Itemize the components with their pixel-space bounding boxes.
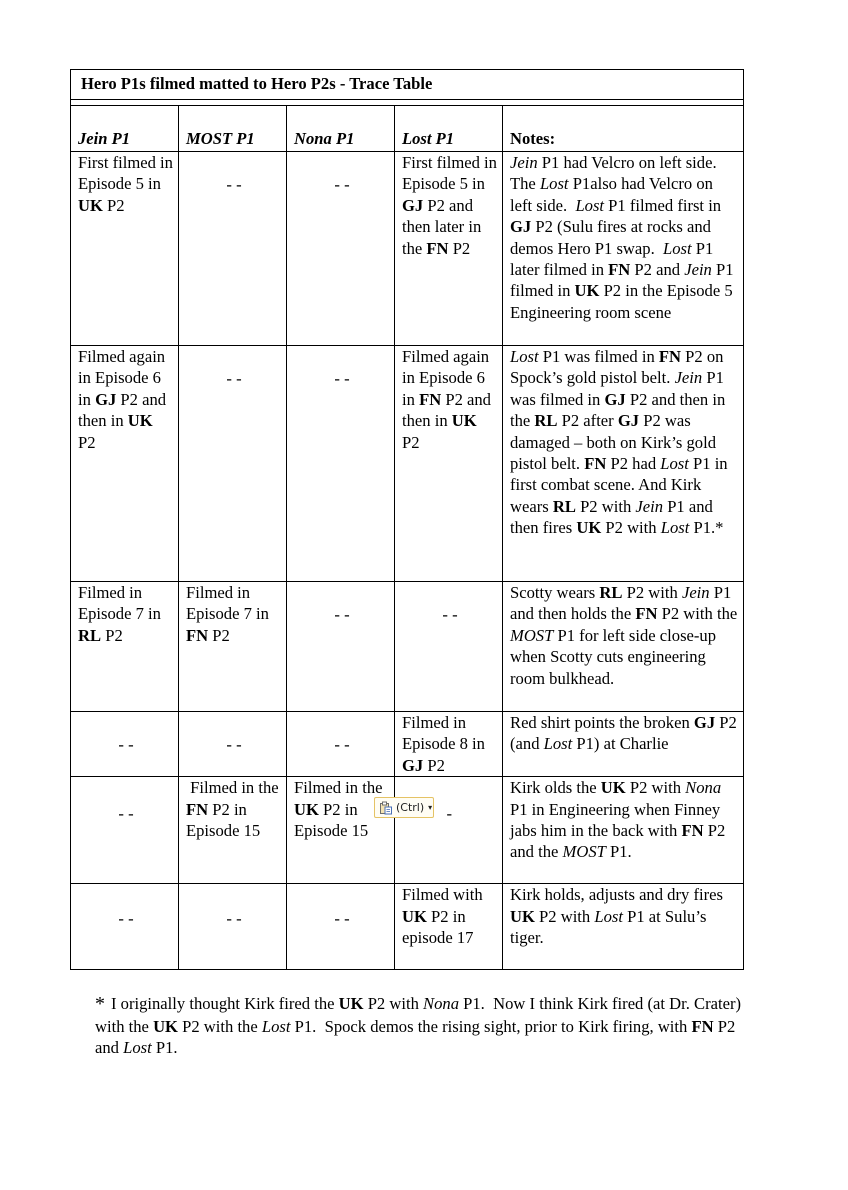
col-header-nona: Nona P1: [287, 106, 395, 152]
document-page: [70, 69, 743, 970]
cell-lost: -: [395, 777, 503, 884]
cell-jein: - -: [71, 712, 179, 777]
cell-jein: Filmed again in Episode 6 in GJ P2 and then in UK P2: [71, 346, 179, 582]
footnote-text: I originally thought Kirk fired the UK P2 with Nona P1. Now I think Kirk fired (at Dr. Crater) with the UK P2 with the Lost P1. Spock demos the rising sight, prior to Kirk firing, with FN P2 and Lost P1.: [95, 994, 742, 1058]
cell-lost: Filmed again in Episode 6 in FN P2 and then in UK P2: [395, 346, 503, 582]
cell-nona: - -: [287, 712, 395, 777]
cell-nona: - -: [287, 884, 395, 970]
cell-notes: Kirk holds, adjusts and dry fires UK P2 with Lost P1 at Sulu’s tiger.: [503, 884, 744, 970]
table-title: Hero P1s filmed matted to Hero P2s - Trace Table: [71, 70, 744, 100]
caret-down-icon: ▾: [428, 803, 433, 812]
paste-options-button[interactable]: [374, 797, 434, 818]
col-header-notes: Notes:: [503, 106, 744, 152]
cell-lost: Filmed with UK P2 in episode 17: [395, 884, 503, 970]
cell-most: Filmed in the FN P2 in Episode 15: [179, 777, 287, 884]
cell-lost: - -: [395, 582, 503, 712]
clipboard-paste-icon: [379, 801, 393, 815]
col-header-jein: Jein P1: [71, 106, 179, 152]
cell-notes: Jein P1 had Velcro on left side. The Lost P1also had Velcro on left side. Lost P1 filmed first in GJ P2 (Sulu fires at rocks and demos Hero P1 swap. Lost P1 later filmed in FN P2 and Jein P1 filmed in UK P2 in the Episode 5 Engineering room scene: [503, 152, 744, 346]
cell-notes: Kirk olds the UK P2 with Nona P1 in Engineering when Finney jabs him in the back with FN P2 and the MOST P1.: [503, 777, 744, 884]
cell-nona: - -: [287, 346, 395, 582]
table-row: [71, 712, 744, 777]
cell-nona: - -: [287, 152, 395, 346]
cell-most: - -: [179, 152, 287, 346]
cell-most: - -: [179, 884, 287, 970]
header-row: [71, 106, 744, 152]
cell-nona: - -: [287, 582, 395, 712]
cell-nona: Filmed in the UK P2 in Episode 15: [287, 777, 395, 884]
cell-notes: Red shirt points the broken GJ P2 (and Lost P1) at Charlie: [503, 712, 744, 777]
cell-most: - -: [179, 712, 287, 777]
cell-lost: First filmed in Episode 5 in GJ P2 and then later in the FN P2: [395, 152, 503, 346]
col-header-lost: Lost P1: [395, 106, 503, 152]
cell-jein: First filmed in Episode 5 in UK P2: [71, 152, 179, 346]
cell-jein: Filmed in Episode 7 in RL P2: [71, 582, 179, 712]
cell-lost: Filmed in Episode 8 in GJ P2: [395, 712, 503, 777]
cell-most: Filmed in Episode 7 in FN P2: [179, 582, 287, 712]
col-header-most: MOST P1: [179, 106, 287, 152]
table-row: [71, 884, 744, 970]
paste-options-label: (Ctrl): [396, 801, 425, 814]
cell-most: - -: [179, 346, 287, 582]
cell-notes: Scotty wears RL P2 with Jein P1 and then holds the FN P2 with the MOST P1 for left side close-up when Scotty cuts engineering room bulkhead.: [503, 582, 744, 712]
footnote: [95, 993, 745, 1059]
footnote-marker: *: [95, 993, 105, 1015]
table-row: [71, 582, 744, 712]
table-row: [71, 346, 744, 582]
trace-table: [70, 69, 744, 970]
cell-jein: - -: [71, 884, 179, 970]
cell-jein: - -: [71, 777, 179, 884]
table-row: [71, 777, 744, 884]
cell-notes: Lost P1 was filmed in FN P2 on Spock’s gold pistol belt. Jein P1 was filmed in GJ P2 and then in the RL P2 after GJ P2 was damaged – both on Kirk’s gold pistol belt. FN P2 had Lost P1 in first combat scene. And Kirk wears RL P2 with Jein P1 and then fires UK P2 with Lost P1.*: [503, 346, 744, 582]
table-row: [71, 152, 744, 346]
